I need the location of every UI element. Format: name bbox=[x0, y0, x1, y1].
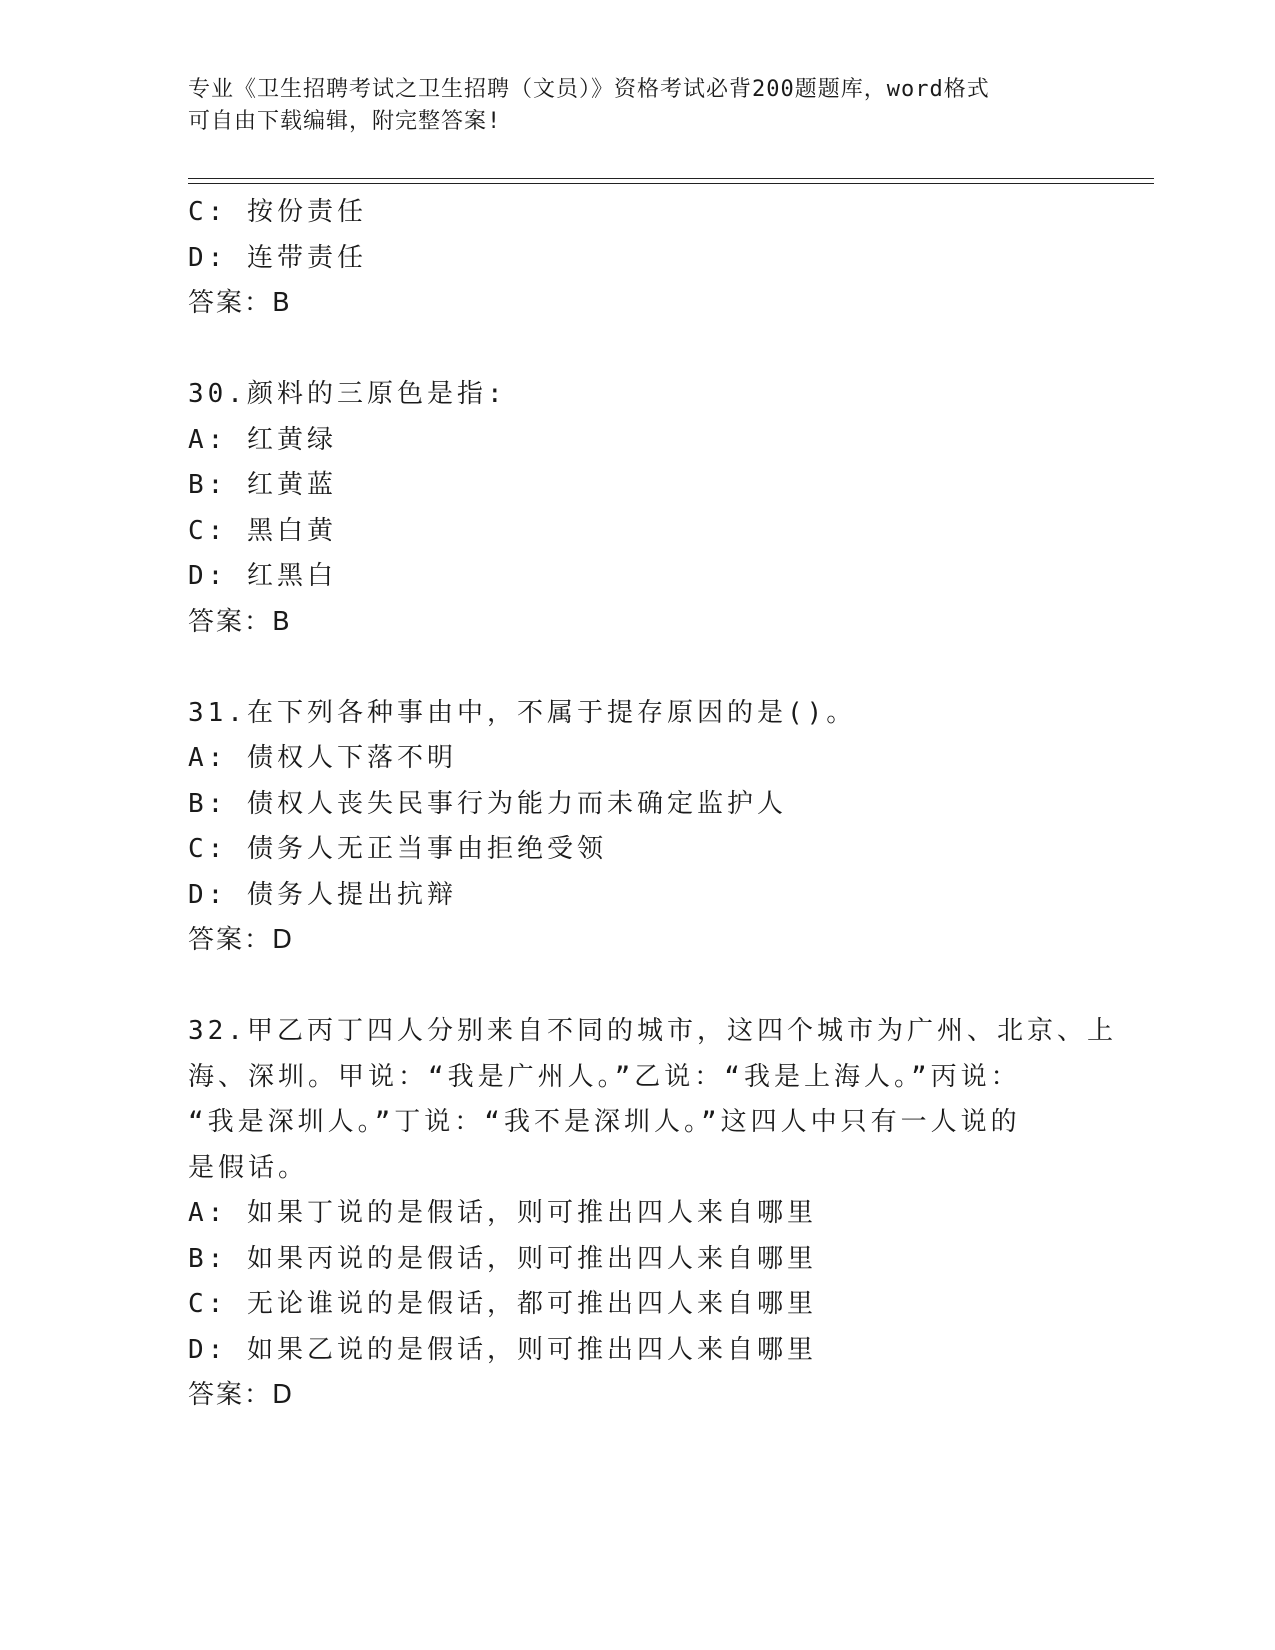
spacer bbox=[188, 964, 1088, 1010]
question-list bbox=[188, 190, 1117, 1419]
header-divider-bottom bbox=[188, 183, 1154, 184]
option-d: D: 红黑白 bbox=[188, 561, 337, 591]
question-stem-line-1: 32.甲乙丙丁四人分别来自不同的城市，这四个城市为广州、北京、上 bbox=[188, 1016, 1117, 1046]
header-title-line-1: 专业《卫生招聘考试之卫生招聘（文员）》资格考试必背200题题库，word格式 bbox=[188, 77, 990, 102]
option-d: D: 债务人提出抗辩 bbox=[188, 879, 457, 910]
answer-line: 答案：D bbox=[188, 1380, 295, 1410]
option-a: A: 如果丁说的是假话，则可推出四人来自哪里 bbox=[188, 1198, 817, 1228]
question-stem-line-4: 是假话。 bbox=[188, 1152, 309, 1183]
header-title-line-2: 可自由下载编辑，附完整答案! bbox=[188, 109, 502, 134]
spacer bbox=[188, 327, 1088, 373]
question-stem-line-3: “我是深圳人。”丁说：“我不是深圳人。”这四人中只有一人说的 bbox=[188, 1107, 1021, 1137]
header-divider-top bbox=[188, 178, 1154, 179]
option-a: A: 债权人下落不明 bbox=[188, 743, 457, 773]
answer-line: 答案：B bbox=[188, 288, 292, 318]
question-stem-line-2: 海、深圳。甲说：“我是广州人。”乙说：“我是上海人。”丙说： bbox=[188, 1061, 1021, 1092]
answer-line: 答案：D bbox=[188, 925, 295, 955]
question-stem: 30.颜料的三原色是指: bbox=[188, 379, 507, 409]
option-c: C: 按份责任 bbox=[188, 197, 367, 227]
question-32 bbox=[188, 1009, 1117, 1419]
option-d: D: 连带责任 bbox=[188, 242, 367, 273]
spacer bbox=[188, 645, 1088, 691]
option-c: C: 无论谁说的是假话，都可推出四人来自哪里 bbox=[188, 1289, 817, 1319]
option-c: C: 黑白黄 bbox=[188, 515, 337, 546]
option-d: D: 如果乙说的是假话，则可推出四人来自哪里 bbox=[188, 1334, 817, 1365]
option-b: B: 如果丙说的是假话，则可推出四人来自哪里 bbox=[188, 1243, 817, 1274]
option-b: B: 债权人丧失民事行为能力而未确定监护人 bbox=[188, 788, 787, 819]
option-c: C: 债务人无正当事由拒绝受领 bbox=[188, 834, 607, 864]
question-30 bbox=[188, 372, 1088, 645]
option-a: A: 红黄绿 bbox=[188, 424, 337, 455]
question-stem: 31.在下列各种事由中，不属于提存原因的是()。 bbox=[188, 697, 857, 728]
question-continued bbox=[188, 190, 1088, 327]
option-b: B: 红黄蓝 bbox=[188, 470, 337, 500]
question-31 bbox=[188, 691, 1088, 964]
answer-line: 答案：B bbox=[188, 606, 292, 637]
document-header bbox=[188, 74, 1088, 138]
